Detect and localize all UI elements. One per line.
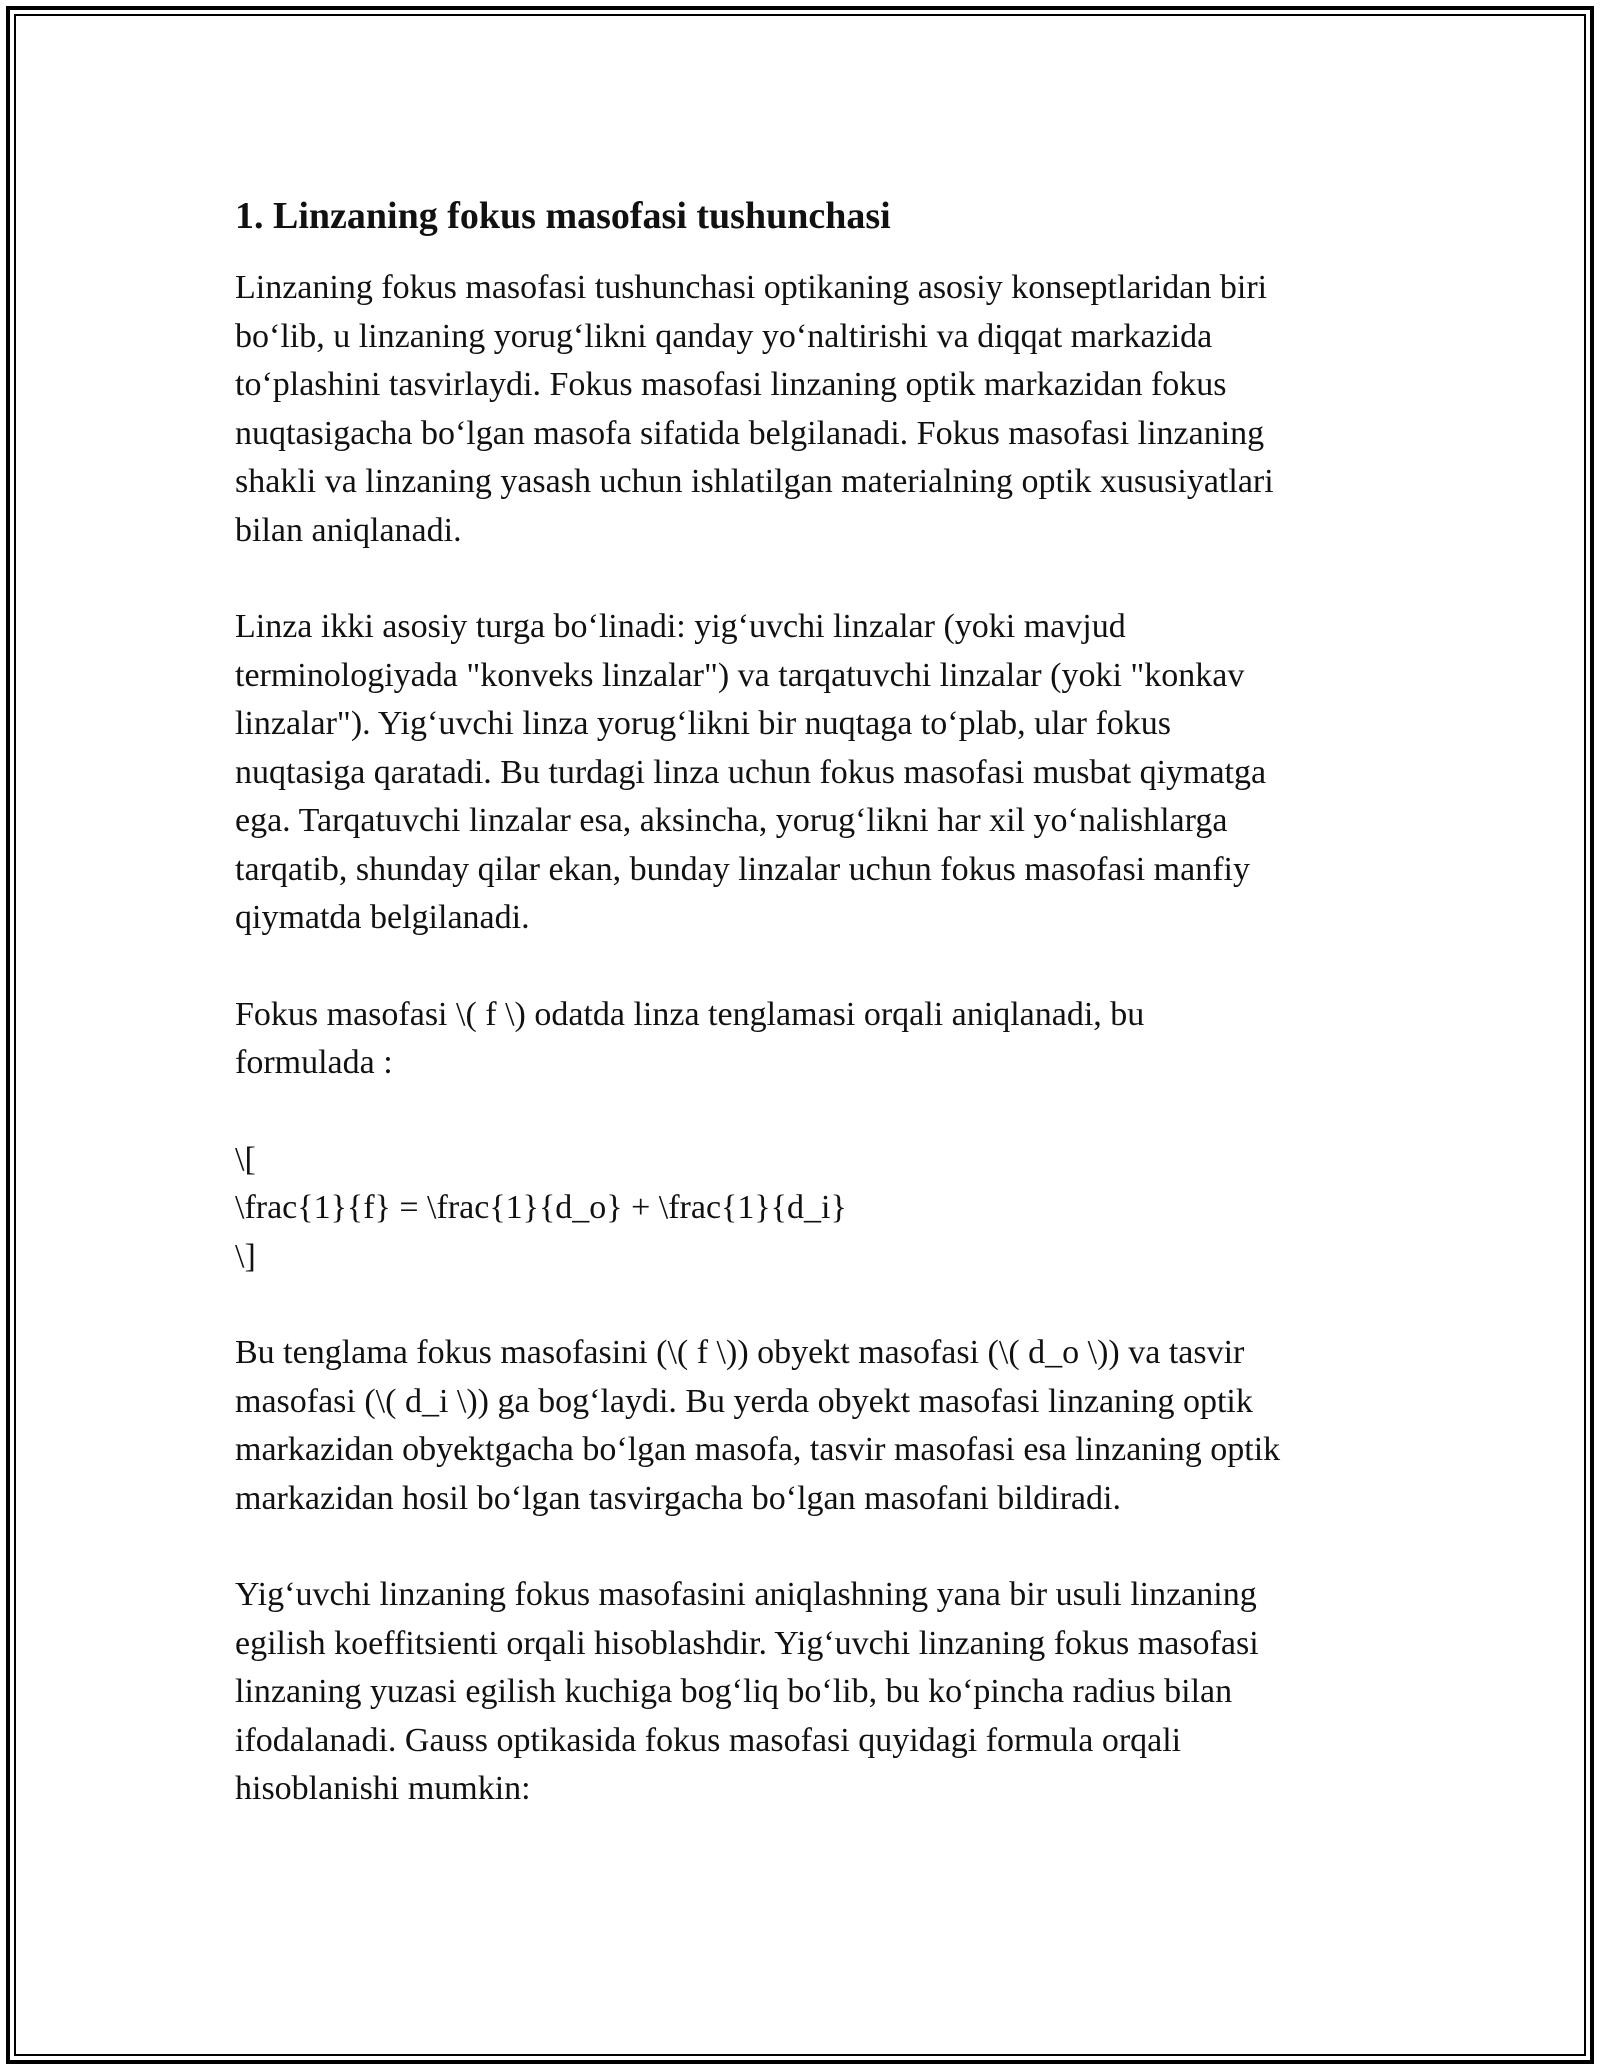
section-heading: 1. Linzaning fokus masofasi tushunchasi <box>235 195 891 237</box>
paragraph-equation-explanation: Bu tenglama fokus masofasini (\( f \)) obyekt masofasi (\( d_o \)) va tasvir masofasi (\( d_i \)) ga bog‘laydi. Bu yerda obyekt masofasi linzaning optik markazidan obyektgacha bo‘lgan masofa, tasvir masofasi esa linzaning optik markazidan hosil bo‘lgan tasvirgacha bo‘lgan masofani bildiradi. <box>235 1334 1281 1517</box>
paragraph-lens-types: Linza ikki asosiy turga bo‘linadi: yig‘uvchi linzalar (yoki mavjud terminologiyada "konveks linzalar") va tarqatuvchi linzalar (yoki "konkav linzalar"). Yig‘uvchi linza yorug‘likni bir nuqtaga to‘plab, ular fokus nuqtasiga qaratadi. Bu turdagi linza uchun fokus masofasi musbat qiymatga ega. Tarqatuvchi linzalar esa, aksincha, yorug‘likni har xil yo‘nalishlarga tarqatib, shunday qilar ekan, bunday linzalar uchun fokus masofasi manfiy qiymatda belgilanadi. <box>235 608 1267 936</box>
lens-equation-formula <box>235 1136 1375 1282</box>
formula-line-equation: \frac{1}{f} = \frac{1}{d_o} + \frac{1}{d_i} <box>235 1189 847 1226</box>
formula-line-open: \[ <box>235 1140 256 1178</box>
paragraph-focal-length-intro: Linzaning fokus masofasi tushunchasi optikaning asosiy konseptlaridan biri bo‘lib, u linzaning yorug‘likni qanday yo‘naltirishi va diqqat markazida to‘plashini tasvirlaydi. Fokus masofasi linzaning optik markazidan fokus nuqtasigacha bo‘lgan masofa sifatida belgilanadi. Fokus masofasi linzaning shakli va linzaning yasash uchun ishlatilgan materialning optik xususiyatlari bilan aniqlanadi. <box>235 269 1274 549</box>
paragraph-lens-equation-intro: Fokus masofasi \( f \) odatda linza tenglamasi orqali aniqlanadi, bu formulada : <box>235 995 1145 1081</box>
formula-line-close: \] <box>235 1237 256 1275</box>
document-body <box>235 186 1375 1862</box>
paragraph-curvature-method: Yig‘uvchi linzaning fokus masofasini aniqlashning yana bir usuli linzaning egilish koeffitsienti orqali hisoblashdir. Yig‘uvchi linzaning fokus masofasi linzaning yuzasi egilish kuchiga bog‘liq bo‘lib, bu ko‘pincha radius bilan ifodalanadi. Gauss optikasida fokus masofasi quyidagi formula orqali hisoblanishi mumkin: <box>235 1576 1259 1807</box>
